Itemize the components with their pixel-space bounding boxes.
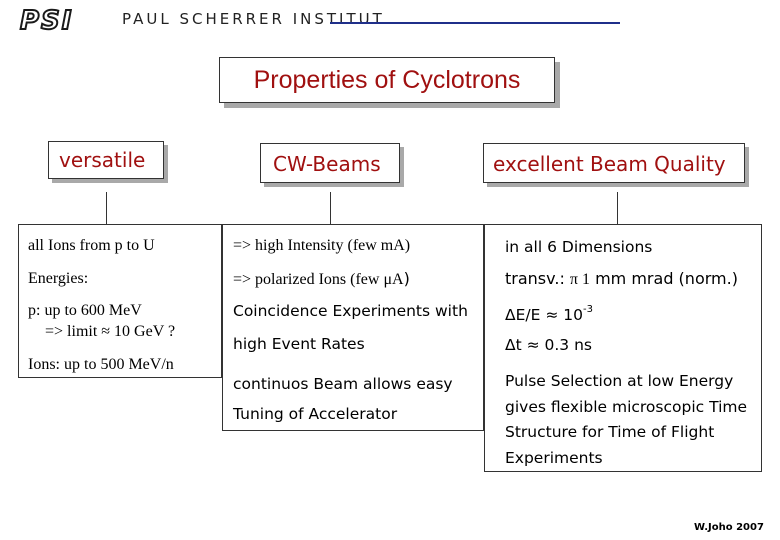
text-line: Tuning of Accelerator xyxy=(233,405,398,423)
text-fragment: μA xyxy=(383,271,404,288)
connector-line xyxy=(330,192,331,224)
text-line: Structure for Time of Flight xyxy=(505,423,715,441)
text-line xyxy=(505,269,738,290)
text-fragment: ) xyxy=(403,269,410,288)
text-line: Δt ≈ 0.3 ns xyxy=(505,336,592,354)
text-line: Pulse Selection at low Energy xyxy=(505,372,734,390)
text-line: Coincidence Experiments with xyxy=(233,302,468,320)
connector-line xyxy=(617,192,618,224)
text-fragment: => polarized Ions (few xyxy=(233,271,384,288)
slide-title: Properties of Cyclotrons xyxy=(253,65,521,94)
institute-name: PAUL SCHERRER INSTITUT xyxy=(122,10,385,28)
svg-text:PSI: PSI xyxy=(20,6,74,34)
text-line: Experiments xyxy=(505,449,603,467)
text-line xyxy=(505,302,593,325)
text-line: all Ions from p to U xyxy=(28,237,155,254)
cw-beams-box xyxy=(222,224,484,431)
author-credit: W.Joho 2007 xyxy=(694,522,764,533)
text-line xyxy=(233,269,410,290)
beam-quality-box xyxy=(484,224,762,472)
text-line: gives flexible microscopic Time xyxy=(505,398,748,416)
heading-cw-beams: CW-Beams xyxy=(260,143,400,183)
text-line: => high Intensity (few mA) xyxy=(233,237,411,254)
text-line: Energies: xyxy=(28,270,89,287)
text-line: in all 6 Dimensions xyxy=(505,238,653,256)
text-fragment: ΔE/E ≈ 10 xyxy=(505,306,583,325)
text-fragment: mm mrad (norm.) xyxy=(590,269,738,288)
heading-beam-quality: excellent Beam Quality xyxy=(483,143,745,183)
exponent: -3 xyxy=(582,304,593,315)
text-fragment: π 1 xyxy=(569,271,590,288)
versatile-box xyxy=(18,224,222,378)
heading-versatile: versatile xyxy=(48,141,164,179)
connector-line xyxy=(106,192,107,224)
text-line: Ions: up to 500 MeV/n xyxy=(28,356,174,373)
text-line: => limit ≈ 10 GeV ? xyxy=(45,323,176,340)
psi-logo xyxy=(18,6,104,34)
text-line: p: up to 600 MeV xyxy=(28,302,142,319)
text-line: high Event Rates xyxy=(233,335,365,353)
title-box xyxy=(219,57,555,103)
text-fragment: transv.: xyxy=(505,269,570,288)
header-rule xyxy=(330,22,620,24)
text-line: continuos Beam allows easy xyxy=(233,375,453,393)
